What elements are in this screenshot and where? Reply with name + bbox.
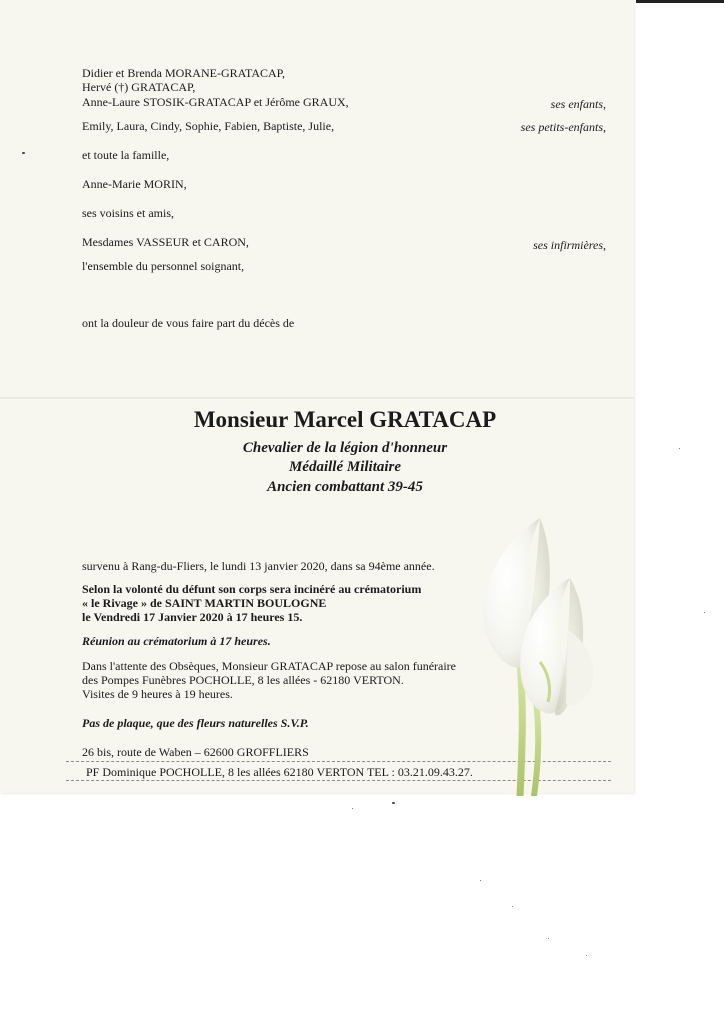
scan-speck: [480, 880, 481, 881]
rest-line-2: des Pompes Funèbres POCHOLLE, 8 les allées - 62180 VERTON.: [82, 673, 404, 687]
family-line-1: Didier et Brenda MORANE-GRATACAP,: [82, 66, 286, 80]
scan-speck: [704, 612, 705, 613]
meeting-info: Réunion au crématorium à 17 heures.: [82, 634, 271, 648]
family-line-9: l'ensemble du personnel soignant,: [82, 259, 245, 273]
fold-line: [0, 397, 634, 399]
family-line-2: Hervé (†) GRATACAP,: [82, 80, 196, 94]
scan-speck: [352, 808, 353, 809]
scan-speck: [586, 955, 587, 956]
relation-nurses: ses infirmières,: [533, 238, 606, 252]
scan-edge-mark: [636, 0, 724, 3]
scan-speck: [22, 152, 25, 154]
cremation-line-3: le Vendredi 17 Janvier 2020 à 17 heures 15.: [82, 610, 303, 624]
scan-speck: [392, 802, 395, 804]
funeral-home-contact: PF Dominique POCHOLLE, 8 les allées 62180 VERTON TEL : 03.21.09.43.27.: [86, 765, 473, 779]
calla-lily-illustration: [462, 512, 612, 796]
rest-line-3: Visites de 9 heures à 19 heures.: [82, 687, 233, 701]
announcement-line: ont la douleur de vous faire part du décès de: [82, 316, 295, 330]
flowers-note: Pas de plaque, que des fleurs naturelles S.V.P.: [82, 716, 309, 730]
family-line-8: Mesdames VASSEUR et CARON,: [82, 235, 249, 249]
scan-speck: [512, 906, 513, 907]
death-details: survenu à Rang-du-Fliers, le lundi 13 janvier 2020, dans sa 94ème année.: [82, 559, 435, 573]
scan-speck: [679, 448, 680, 449]
family-line-3: Anne-Laure STOSIK-GRATACAP et Jérôme GRAUX,: [82, 95, 349, 109]
rest-line-1: Dans l'attente des Obsèques, Monsieur GRATACAP repose au salon funéraire: [82, 659, 457, 673]
relation-grandchildren: ses petits-enfants,: [520, 120, 606, 134]
family-address: 26 bis, route de Waben – 62600 GROFFLIERS: [82, 745, 309, 759]
honor-3: Ancien combattant 39-45: [267, 479, 423, 495]
honor-2: Médaillé Militaire: [288, 459, 402, 475]
scan-speck: [548, 938, 549, 939]
deceased-name: Monsieur Marcel GRATACAP: [193, 407, 497, 432]
family-line-6: Anne-Marie MORIN,: [82, 177, 187, 191]
family-line-5: et toute la famille,: [82, 148, 170, 162]
family-line-7: ses voisins et amis,: [82, 206, 174, 220]
honor-1: Chevalier de la légion d'honneur: [242, 440, 448, 456]
relation-children: ses enfants,: [550, 97, 606, 111]
cremation-line-1: Selon la volonté du défunt son corps sera incinéré au crématorium: [82, 582, 422, 596]
cremation-line-2: « le Rivage » de SAINT MARTIN BOULOGNE: [82, 596, 327, 610]
family-line-4: Emily, Laura, Cindy, Sophie, Fabien, Baptiste, Julie,: [82, 119, 335, 133]
